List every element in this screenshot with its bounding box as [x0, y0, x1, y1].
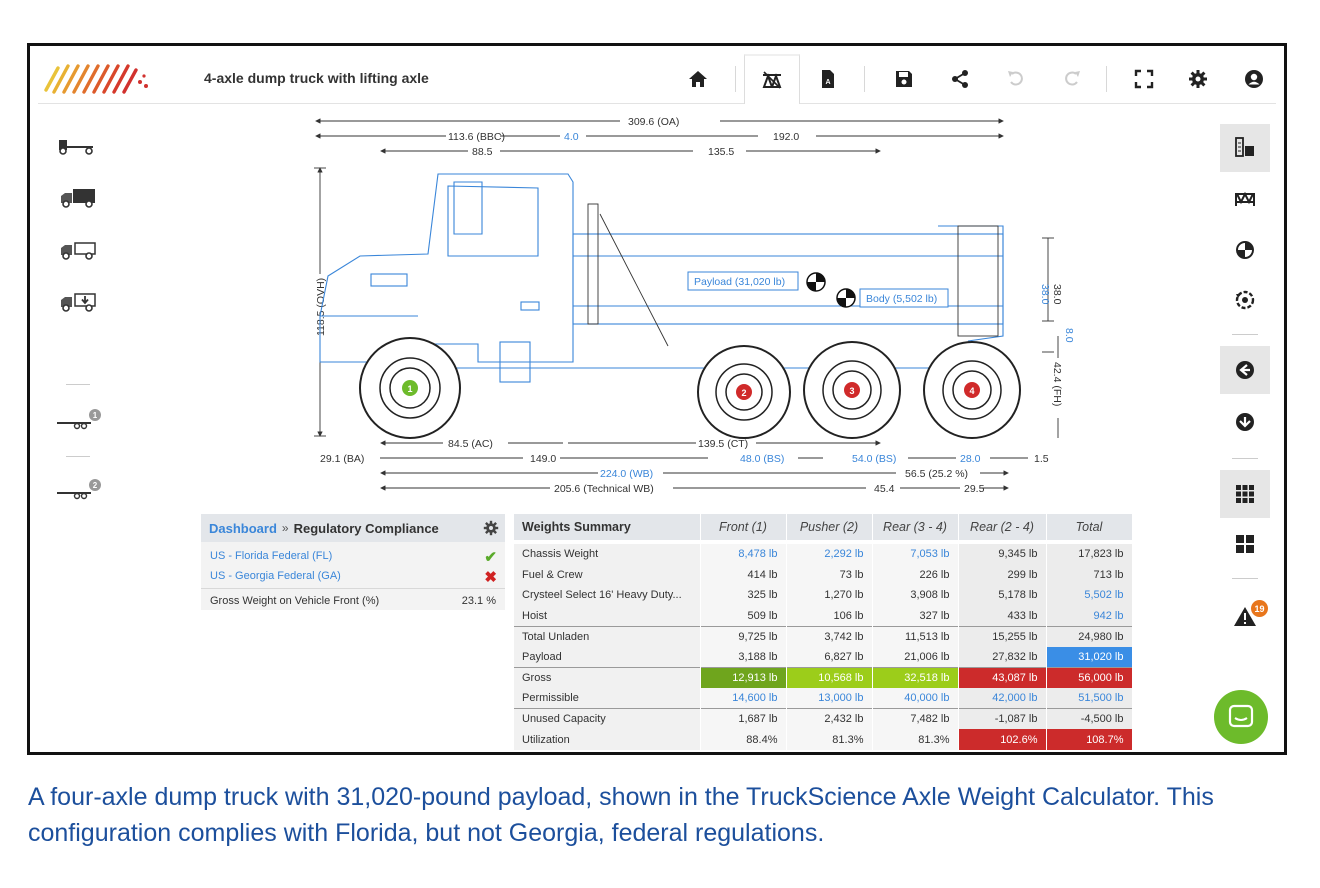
arrow-left-icon — [1235, 360, 1255, 380]
cell: 7,482 lb — [872, 709, 958, 730]
row-label: Crysteel Select 16' Heavy Duty... — [514, 585, 700, 606]
arrow-down-button[interactable] — [1220, 398, 1270, 446]
toolbar-divider — [1106, 66, 1107, 92]
payload-cg-marker — [807, 273, 825, 291]
dim-bs-1: 48.0 (BS) — [740, 453, 785, 465]
undo-button[interactable] — [988, 54, 1044, 104]
left-vehicle-toolbar — [38, 104, 118, 744]
table-row-chassis — [514, 544, 1132, 565]
gear-icon — [1188, 69, 1208, 89]
cell: 106 lb — [786, 606, 872, 627]
body-cg-marker — [837, 289, 855, 307]
cell: 325 lb — [700, 585, 786, 606]
cell[interactable]: 5,502 lb — [1046, 585, 1132, 606]
table-row-unused — [514, 709, 1132, 730]
table-row-gross — [514, 668, 1132, 689]
cell[interactable]: 40,000 lb — [872, 688, 958, 709]
cell: 2,432 lb — [786, 709, 872, 730]
cell: 12,913 lb — [700, 668, 786, 689]
table-row-utilization — [514, 729, 1132, 750]
truck-download-button[interactable] — [52, 284, 104, 320]
trailer-1-button[interactable] — [52, 402, 104, 438]
dim-1-5: 1.5 — [1034, 453, 1049, 465]
dim-overall-length: 309.6 (OA) — [628, 116, 680, 128]
warnings-count-badge: 19 — [1251, 600, 1268, 617]
cell: 1,270 lb — [786, 585, 872, 606]
share-icon — [950, 69, 970, 89]
dim-192: 192.0 — [773, 131, 800, 143]
breadcrumb-current: Regulatory Compliance — [293, 520, 439, 536]
col-front: Front (1) — [700, 514, 786, 540]
share-button[interactable] — [932, 54, 988, 104]
table-row-body — [514, 585, 1132, 606]
cell: 32,518 lb — [872, 668, 958, 689]
col-rear-2-4: Rear (2 - 4) — [958, 514, 1046, 540]
cell: 73 lb — [786, 565, 872, 586]
trailer-2-icon — [53, 478, 103, 502]
weight-report-button[interactable] — [1220, 124, 1270, 172]
weight-report-icon — [1233, 136, 1257, 160]
dim-8: 8.0 — [1063, 328, 1075, 343]
gear-icon[interactable] — [483, 520, 499, 536]
grid-9-button[interactable] — [1220, 470, 1270, 518]
dim-bbc: 113.6 (BBC) — [448, 131, 505, 143]
dim-38: 38.0 — [1051, 284, 1063, 305]
breadcrumb-separator: » — [281, 521, 289, 535]
col-rear-3-4: Rear (3 - 4) — [872, 514, 958, 540]
row-label: Unused Capacity — [514, 709, 700, 730]
axle-4-number: 4 — [969, 386, 975, 396]
tractor-button[interactable] — [52, 128, 104, 164]
turning-circle-button[interactable] — [1220, 276, 1270, 324]
cell: 6,827 lb — [786, 647, 872, 668]
svg-text:1: 1 — [92, 411, 98, 420]
tractor-icon — [57, 136, 99, 156]
cell: 43,087 lb — [958, 668, 1046, 689]
save-button[interactable] — [876, 54, 932, 104]
compliance-rule-georgia[interactable] — [201, 566, 505, 586]
rule-name: US - Georgia Federal (GA) — [210, 570, 341, 582]
cell: 327 lb — [872, 606, 958, 627]
cell: 81.3% — [872, 729, 958, 750]
document-title: 4-axle dump truck with lifting axle — [204, 70, 429, 86]
cell: 10,568 lb — [786, 668, 872, 689]
table-row-fuel — [514, 565, 1132, 586]
fullscreen-icon — [1134, 69, 1154, 89]
fullscreen-button[interactable] — [1116, 54, 1172, 104]
cell: 81.3% — [786, 729, 872, 750]
cell: 24,980 lb — [1046, 626, 1132, 647]
bridge-icon — [1233, 188, 1257, 208]
dim-frame-height: 42.4 (FH) — [1051, 362, 1063, 407]
right-divider — [1232, 334, 1258, 335]
flatbed-truck-icon — [57, 239, 99, 261]
left-divider — [66, 456, 90, 457]
dim-135: 135.5 — [708, 146, 735, 158]
axle-3-number: 3 — [849, 386, 855, 396]
dim-wheelbase: 224.0 (WB) — [600, 468, 654, 480]
right-divider — [1232, 578, 1258, 579]
redo-button[interactable] — [1044, 54, 1100, 104]
col-total: Total — [1046, 514, 1132, 540]
regulatory-compliance-panel — [201, 514, 505, 610]
cell[interactable]: 942 lb — [1046, 606, 1132, 627]
cell: 713 lb — [1046, 565, 1132, 586]
warnings-button[interactable] — [1220, 592, 1270, 640]
dim-29-5: 29.5 — [964, 483, 985, 495]
cell: 108.7% — [1046, 729, 1132, 750]
weights-summary-table — [514, 514, 1134, 750]
row-label: Total Unladen — [514, 626, 700, 647]
dim-ct: 139.5 (CT) — [698, 438, 749, 450]
cell: 9,725 lb — [700, 626, 786, 647]
svg-text:2: 2 — [92, 481, 98, 490]
metric-label: Gross Weight on Vehicle Front (%) — [210, 594, 380, 607]
cell[interactable]: 31,020 lb — [1046, 647, 1132, 668]
row-label: Hoist — [514, 606, 700, 627]
chat-support-button[interactable] — [1214, 690, 1268, 744]
row-label: Utilization — [514, 729, 700, 750]
center-of-gravity-icon — [1235, 240, 1255, 260]
dim-88: 88.5 — [472, 146, 493, 158]
weights-summary-title: Weights Summary — [514, 514, 700, 540]
right-divider — [1232, 458, 1258, 459]
svg-text:A: A — [825, 79, 831, 86]
box-truck-icon — [57, 187, 99, 209]
cell: 5,178 lb — [958, 585, 1046, 606]
dim-38-blue: 38.0 — [1039, 284, 1051, 305]
grid-4-button[interactable] — [1220, 520, 1270, 568]
cell: 433 lb — [958, 606, 1046, 627]
chat-icon — [1227, 703, 1255, 731]
truck-side-view-drawing — [268, 106, 1088, 506]
cell[interactable]: 8,478 lb — [700, 544, 786, 565]
breadcrumb-dashboard-link[interactable]: Dashboard — [209, 520, 277, 536]
pdf-icon — [818, 69, 838, 89]
toolbar-divider — [735, 66, 736, 92]
body-label: Body (5,502 lb) — [866, 293, 938, 305]
cell: 9,345 lb — [958, 544, 1046, 565]
col-pusher: Pusher (2) — [786, 514, 872, 540]
table-row-permissible — [514, 688, 1132, 709]
dim-28: 28.0 — [960, 453, 981, 465]
arrow-left-button[interactable] — [1220, 346, 1270, 394]
cell: 17,823 lb — [1046, 544, 1132, 565]
flatbed-truck-button[interactable] — [52, 232, 104, 268]
top-toolbar — [38, 54, 1276, 104]
cell[interactable]: 51,500 lb — [1046, 688, 1132, 709]
cell: 226 lb — [872, 565, 958, 586]
dim-149: 149.0 — [530, 453, 557, 465]
home-button[interactable] — [670, 54, 726, 104]
row-label: Fuel & Crew — [514, 565, 700, 586]
center-of-gravity-button[interactable] — [1220, 226, 1270, 274]
arrow-down-icon — [1235, 412, 1255, 432]
dim-technical-wb: 205.6 (Technical WB) — [554, 483, 654, 495]
scale-icon — [762, 70, 782, 90]
dim-overall-height: 118.5 (OVH) — [315, 277, 327, 336]
user-icon — [1244, 69, 1264, 89]
cell: 88.4% — [700, 729, 786, 750]
app-window — [38, 54, 1276, 744]
cell[interactable]: 42,000 lb — [958, 688, 1046, 709]
cell: 3,742 lb — [786, 626, 872, 647]
row-label: Permissible — [514, 688, 700, 709]
rule-name: US - Florida Federal (FL) — [210, 550, 333, 562]
pdf-export-button[interactable] — [800, 54, 856, 104]
truck-download-icon — [57, 291, 99, 313]
cell[interactable]: 7,053 lb — [872, 544, 958, 565]
grid-9-icon — [1235, 484, 1255, 504]
table-row-payload — [514, 647, 1132, 668]
gross-weight-front-row — [201, 588, 505, 612]
dim-gap: 4.0 — [564, 131, 579, 143]
truckscience-logo — [40, 60, 152, 98]
cell: 414 lb — [700, 565, 786, 586]
compliance-breadcrumb — [201, 514, 505, 542]
trailer-1-icon — [53, 408, 103, 432]
dim-ba: 29.1 (BA) — [320, 453, 365, 465]
dim-45-4: 45.4 — [874, 483, 895, 495]
dim-56-5: 56.5 (25.2 %) — [905, 468, 969, 480]
dim-ac: 84.5 (AC) — [448, 438, 493, 450]
bridge-formula-button[interactable] — [1220, 174, 1270, 222]
cell[interactable]: 2,292 lb — [786, 544, 872, 565]
trailer-2-button[interactable] — [52, 472, 104, 508]
axle-weights-tab[interactable] — [744, 54, 800, 104]
left-divider — [66, 384, 90, 385]
box-truck-button[interactable] — [52, 180, 104, 216]
cell: 3,908 lb — [872, 585, 958, 606]
cell: 56,000 lb — [1046, 668, 1132, 689]
table-row-unladen — [514, 626, 1132, 647]
cell: 299 lb — [958, 565, 1046, 586]
dim-bs-2: 54.0 (BS) — [852, 453, 897, 465]
grid-4-icon — [1235, 534, 1255, 554]
compliance-rule-florida[interactable] — [201, 546, 505, 566]
home-icon — [688, 69, 708, 89]
app-frame — [27, 43, 1287, 755]
right-tools-toolbar — [1214, 104, 1276, 744]
cell[interactable]: 13,000 lb — [786, 688, 872, 709]
cell: 509 lb — [700, 606, 786, 627]
payload-label: Payload (31,020 lb) — [694, 276, 786, 288]
cell: 102.6% — [958, 729, 1046, 750]
cell: 27,832 lb — [958, 647, 1046, 668]
cell: 3,188 lb — [700, 647, 786, 668]
cell[interactable]: 14,600 lb — [700, 688, 786, 709]
settings-button[interactable] — [1170, 54, 1226, 104]
cell: 11,513 lb — [872, 626, 958, 647]
metric-value: 23.1 % — [461, 594, 496, 607]
axle-2-number: 2 — [741, 388, 747, 398]
cross-icon: ✖ — [484, 569, 497, 586]
toolbar-divider — [864, 66, 865, 92]
cell: 1,687 lb — [700, 709, 786, 730]
cell: 15,255 lb — [958, 626, 1046, 647]
save-icon — [894, 69, 914, 89]
table-row-hoist — [514, 606, 1132, 627]
cell: -4,500 lb — [1046, 709, 1132, 730]
redo-icon — [1062, 69, 1082, 89]
figure-caption: A four-axle dump truck with 31,020-pound payload, shown in the TruckScience Axle Weight Calculator. This configuration complies with Florida, but not Georgia, federal regulations. — [28, 783, 1214, 847]
row-label: Payload — [514, 647, 700, 668]
user-account-button[interactable] — [1226, 54, 1282, 104]
row-label: Chassis Weight — [514, 544, 700, 565]
row-label: Gross — [514, 668, 700, 689]
cell: -1,087 lb — [958, 709, 1046, 730]
check-icon: ✔ — [484, 549, 497, 566]
turning-icon — [1234, 289, 1256, 311]
cell: 21,006 lb — [872, 647, 958, 668]
undo-icon — [1006, 69, 1026, 89]
axle-1-number: 1 — [407, 384, 413, 394]
